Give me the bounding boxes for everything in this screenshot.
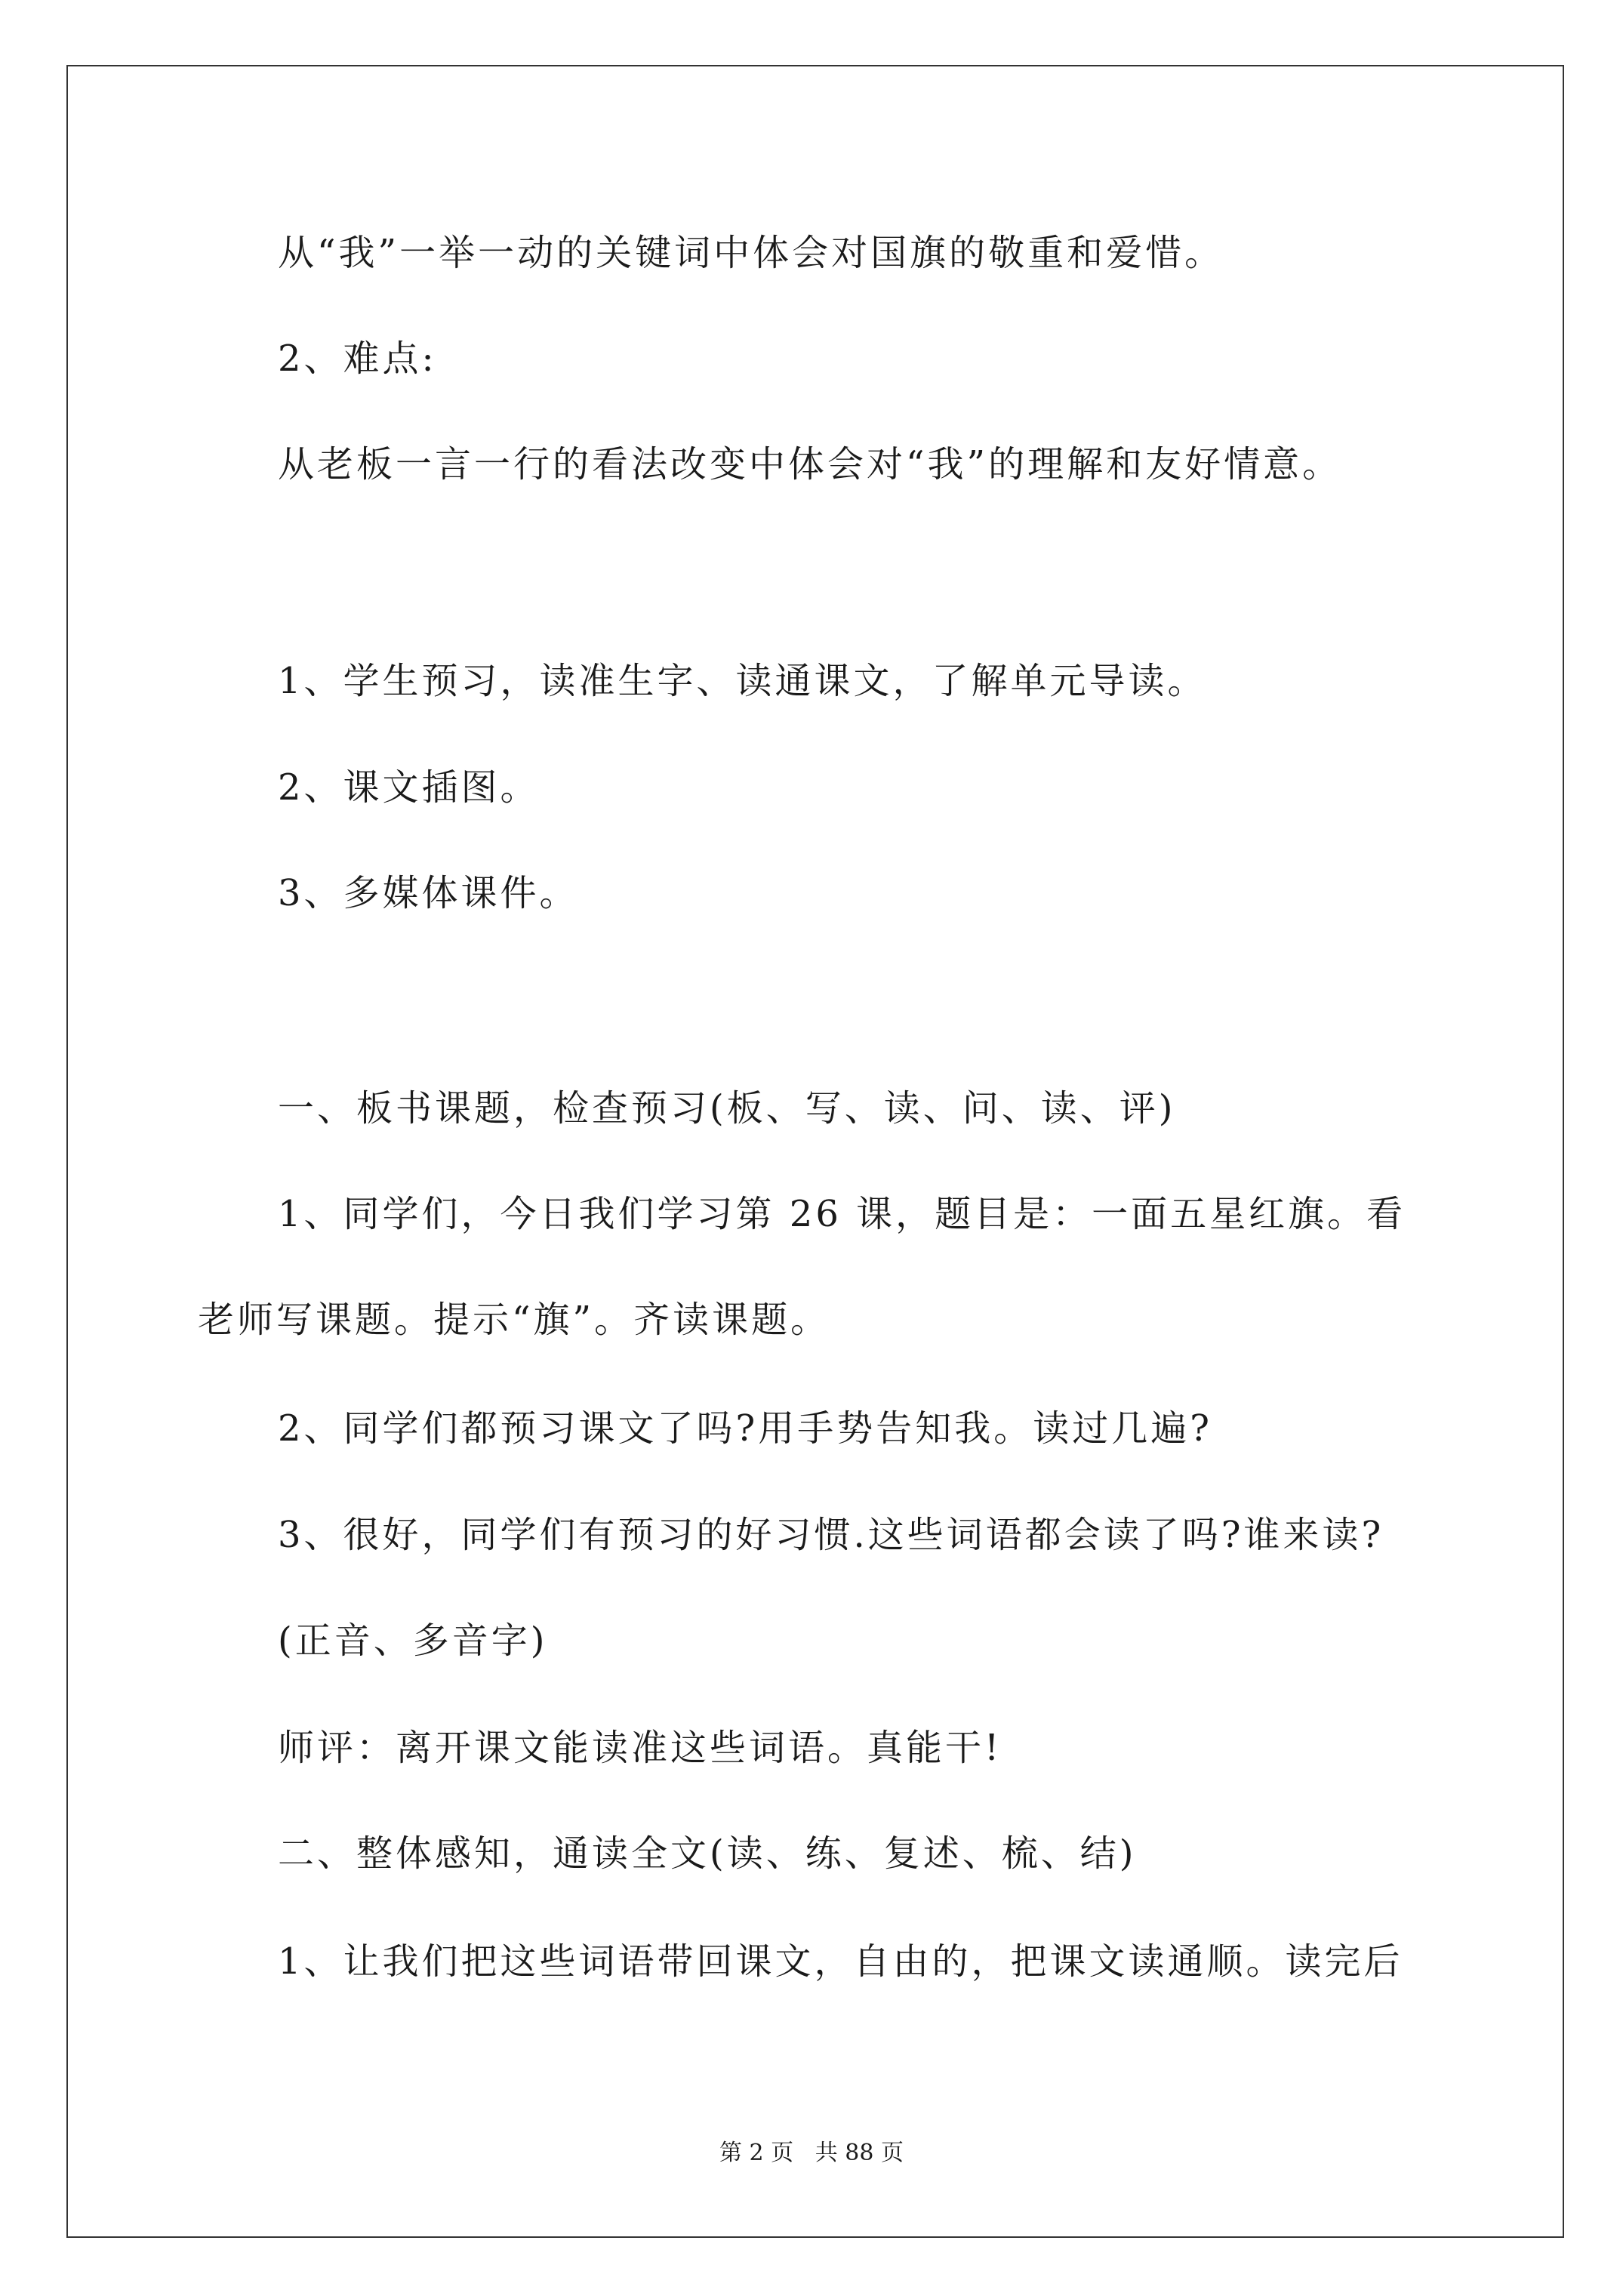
page-footer: 第 2 页 共 88 页 [719,2140,904,2166]
text-line-3: 从老板一言一行的看法改变中体会对“我”的理解和友好情意。 [278,443,1342,485]
text-line-8: 1、同学们，今日我们学习第 26 课，题目是：一面五星红旗。看 [278,1193,1406,1235]
text-line-12: (正音、多音字) [278,1620,548,1662]
text-line-13: 师评：离开课文能读准这些词语。真能干! [278,1727,1002,1769]
text-line-1: 从“我”一举一动的关键词中体会对国旗的敬重和爱惜。 [278,232,1224,274]
text-line-14: 二、整体感知，通读全文(读、练、复述、梳、结) [278,1832,1137,1875]
text-line-4: 1、学生预习，读准生字、读通课文，了解单元导读。 [278,660,1207,702]
text-line-9: 老师写课题。提示“旗”。齐读课题。 [198,1299,830,1341]
text-line-10: 2、同学们都预习课文了吗?用手势告知我。读过几遍? [278,1407,1213,1450]
page-border [66,65,1564,2238]
text-line-6: 3、多媒体课件。 [278,872,579,914]
text-line-7: 一、板书课题，检查预习(板、写、读、问、读、评) [278,1087,1176,1130]
text-line-15: 1、让我们把这些词语带回课文，自由的，把课文读通顺。读完后 [278,1940,1403,1983]
text-line-11: 3、很好，同学们有预习的好习惯.这些词语都会读了吗?谁来读? [278,1514,1384,1556]
text-line-2: 2、难点: [278,337,437,380]
text-line-5: 2、课文插图。 [278,766,540,809]
